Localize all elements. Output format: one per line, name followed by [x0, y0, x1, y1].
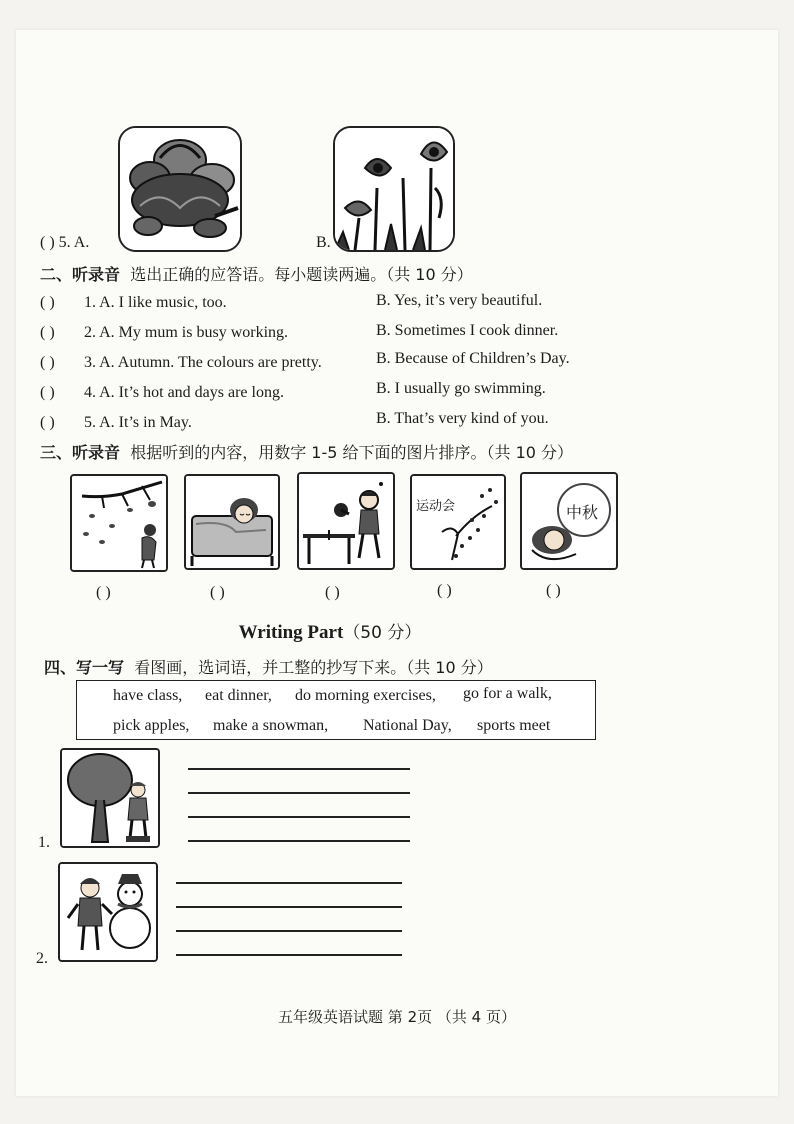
option-a: 4. A. It’s hot and days are long.	[84, 384, 284, 401]
answer-paren[interactable]: ( )	[40, 414, 55, 431]
writing-line[interactable]	[176, 954, 402, 956]
word-bank-item: National Day,	[363, 717, 452, 734]
vegetables-picture	[118, 126, 242, 252]
writing-part-score: （50 分）	[343, 623, 422, 643]
item-2-number: 2.	[36, 950, 48, 967]
word-bank-item: make a snowman,	[213, 717, 329, 734]
ping-pong-picture	[297, 472, 395, 570]
word-bank-item: have class,	[113, 687, 183, 704]
option-b-label: B.	[316, 234, 331, 251]
writing-line[interactable]	[188, 840, 410, 842]
answer-paren[interactable]: ( )	[40, 294, 55, 311]
section-4-instructions: 看图画，选词语，并工整的抄写下来。（共 10 分）	[134, 658, 493, 677]
falling-leaves-picture	[70, 474, 168, 572]
section-3-title	[40, 440, 573, 463]
writing-line[interactable]	[188, 792, 410, 794]
section-2-instructions: 选出正确的应答语。每小题读两遍。（共 10 分）	[130, 265, 473, 284]
answer-paren[interactable]: ( )	[40, 384, 55, 401]
option-b: B. Sometimes I cook dinner.	[376, 322, 559, 339]
writing-line[interactable]	[188, 768, 410, 770]
option-b: B. Because of Children’s Day.	[376, 350, 570, 367]
picture-4-answer[interactable]: ( )	[437, 582, 452, 599]
writing-line[interactable]	[176, 882, 402, 884]
writing-line[interactable]	[188, 816, 410, 818]
apple-tree-picture	[60, 748, 160, 848]
option-a: 3. A. Autumn. The colours are pretty.	[84, 354, 322, 371]
answer-paren[interactable]: ( )	[40, 324, 55, 341]
picture-1-answer[interactable]: ( )	[96, 584, 111, 601]
mid-autumn-picture	[520, 472, 618, 570]
writing-line[interactable]	[176, 906, 402, 908]
section-3-number: 三、听录音	[40, 443, 121, 462]
mid-autumn-caption: 中秋	[566, 503, 599, 522]
word-bank-item: go for a walk,	[463, 685, 552, 702]
section-2-title	[40, 262, 473, 285]
section-3-instructions: 根据听到的内容，用数字 1-5 给下面的图片排序。（共 10 分）	[130, 443, 574, 462]
picture-2-answer[interactable]: ( )	[210, 584, 225, 601]
section-2-number: 二、听录音	[40, 265, 121, 284]
picture-3-answer[interactable]: ( )	[325, 584, 340, 601]
answer-paren[interactable]: ( )	[40, 354, 55, 371]
option-b: B. I usually go swimming.	[376, 380, 546, 397]
flowers-picture	[333, 126, 455, 252]
word-bank-item: sports meet	[477, 717, 551, 734]
writing-part-label: Writing Part	[238, 622, 344, 643]
section-4-title	[44, 655, 493, 678]
option-a: 5. A. It’s in May.	[84, 414, 192, 431]
sports-meet-caption: 运动会	[416, 499, 456, 514]
word-bank-box	[76, 680, 596, 740]
item-1-number: 1.	[38, 834, 50, 851]
picture-5-answer[interactable]: ( )	[546, 582, 561, 599]
section-4-number: 四、写一写	[44, 658, 125, 677]
question-5-prefix: ( ) 5. A.	[40, 234, 90, 251]
option-b: B. That’s very kind of you.	[376, 410, 549, 427]
writing-line[interactable]	[176, 930, 402, 932]
option-a: 1. A. I like music, too.	[84, 294, 227, 311]
sleeping-girl-picture	[184, 474, 280, 570]
word-bank-item: do morning exercises,	[295, 687, 436, 704]
sports-meet-picture	[410, 474, 506, 570]
writing-part-title	[0, 618, 660, 644]
word-bank-item: pick apples,	[113, 717, 190, 734]
snowman-picture	[58, 862, 158, 962]
word-bank-item: eat dinner,	[205, 687, 272, 704]
option-a: 2. A. My mum is busy working.	[84, 324, 289, 341]
page-footer: 五年级英语试题 第 2页 （共 4 页）	[278, 1008, 516, 1026]
option-b: B. Yes, it’s very beautiful.	[376, 292, 543, 309]
